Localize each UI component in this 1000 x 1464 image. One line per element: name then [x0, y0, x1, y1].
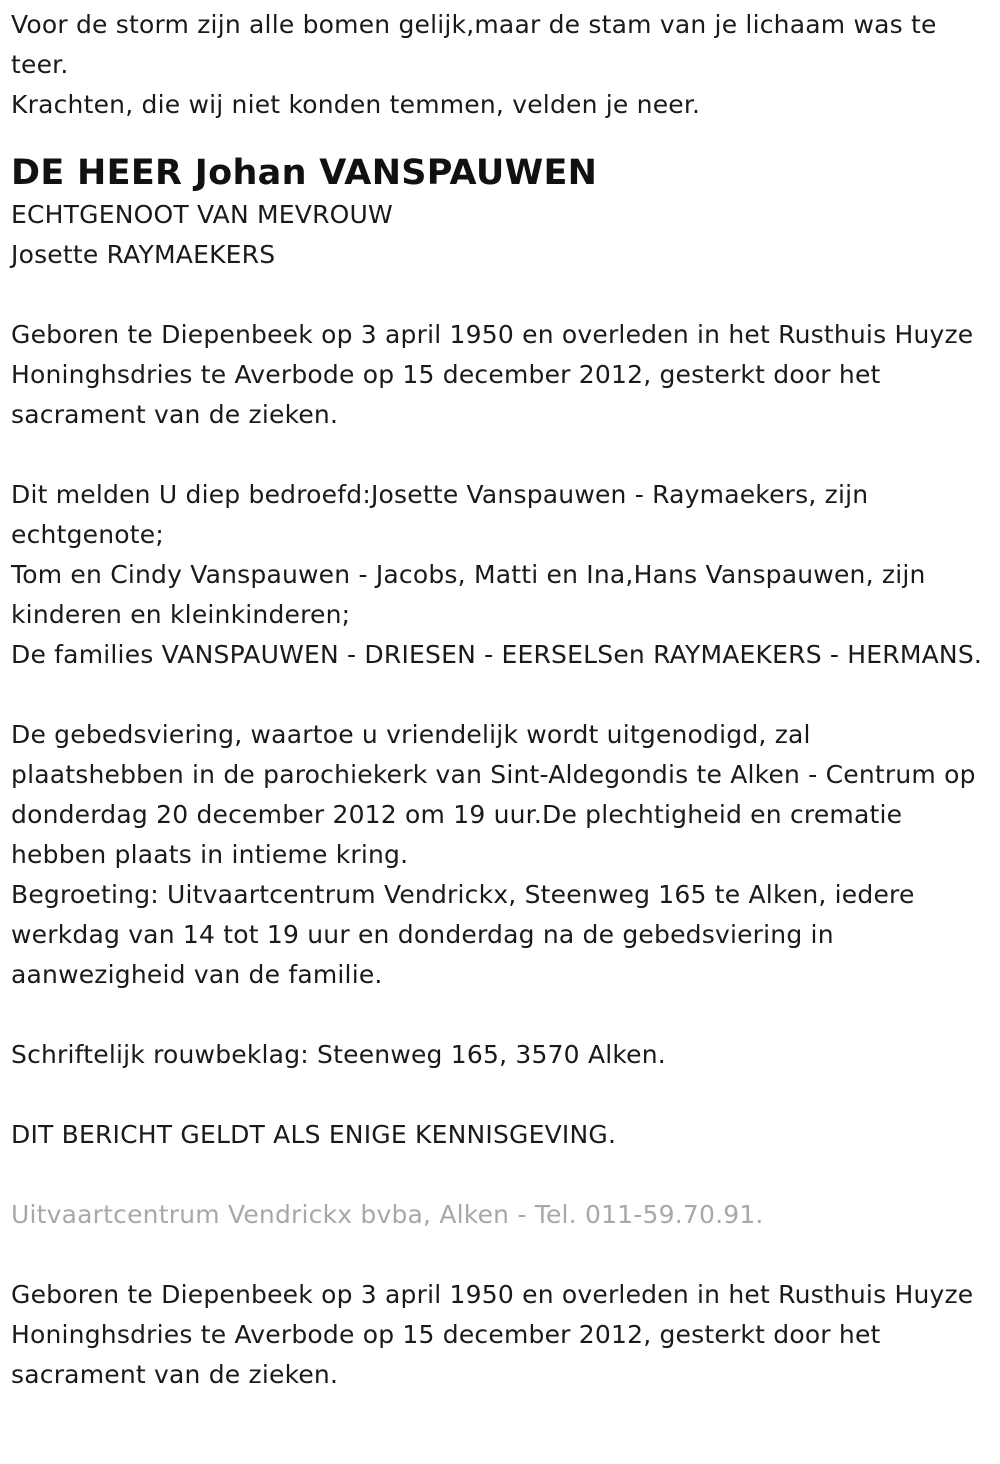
visitation-paragraph: Begroeting: Uitvaartcentrum Vendrickx, Steenweg 165 te Alken, iedere werkdag van 14 tot 19 uur en donderdag na de gebedsviering in aanwezigheid van de familie.: [11, 880, 915, 989]
notice-line: DIT BERICHT GELDT ALS ENIGE KENNISGEVING.: [11, 1120, 617, 1149]
deceased-name: DE HEER Johan VANSPAUWEN: [11, 153, 598, 193]
funeral-home-contact: Uitvaartcentrum Vendrickx bvba, Alken - Tel. 011-59.70.91.: [11, 1200, 764, 1229]
spacer: [11, 1155, 988, 1195]
birth-death-paragraph-repeat: Geboren te Diepenbeek op 3 april 1950 en overleden in het Rusthuis Huyze Honinghsdries te Averbode op 15 december 2012, gesterkt door het sacrament van de zieken.: [11, 1280, 974, 1389]
condolences-address: Schriftelijk rouwbeklag: Steenweg 165, 3570 Alken.: [11, 1040, 666, 1069]
poem-line-1: Voor de storm zijn alle bomen gelijk,maar de stam van je lichaam was te teer.: [11, 10, 937, 79]
family-line-2: Tom en Cindy Vanspauwen - Jacobs, Matti en Ina,Hans Vanspauwen, zijn kinderen en kleinkinderen;: [11, 560, 926, 629]
spacer: [11, 1075, 988, 1115]
spacer: [11, 995, 988, 1035]
spouse-name: Josette RAYMAEKERS: [11, 240, 276, 269]
poem-line-2: Krachten, die wij niet konden temmen, velden je neer.: [11, 90, 701, 119]
spouse-label: ECHTGENOOT VAN MEVROUW: [11, 200, 393, 229]
spacer: [11, 1235, 988, 1275]
spacer: [11, 125, 988, 151]
ceremony-paragraph: De gebedsviering, waartoe u vriendelijk wordt uitgenodigd, zal plaatshebben in de parochiekerk van Sint-Aldegondis te Alken - Centrum op donderdag 20 december 2012 om 19 uur.De plechtigheid en crematie hebben plaats in intieme kring.: [11, 720, 976, 869]
family-line-1: Dit melden U diep bedroefd:Josette Vanspauwen - Raymaekers, zijn echtgenote;: [11, 480, 869, 549]
birth-death-paragraph: Geboren te Diepenbeek op 3 april 1950 en overleden in het Rusthuis Huyze Honinghsdries te Averbode op 15 december 2012, gesterkt door het sacrament van de zieken.: [11, 320, 974, 429]
family-line-3: De families VANSPAUWEN - DRIESEN - EERSELSen RAYMAEKERS - HERMANS.: [11, 640, 983, 669]
spacer: [11, 675, 988, 715]
spacer: [11, 435, 988, 475]
spacer: [11, 275, 988, 315]
